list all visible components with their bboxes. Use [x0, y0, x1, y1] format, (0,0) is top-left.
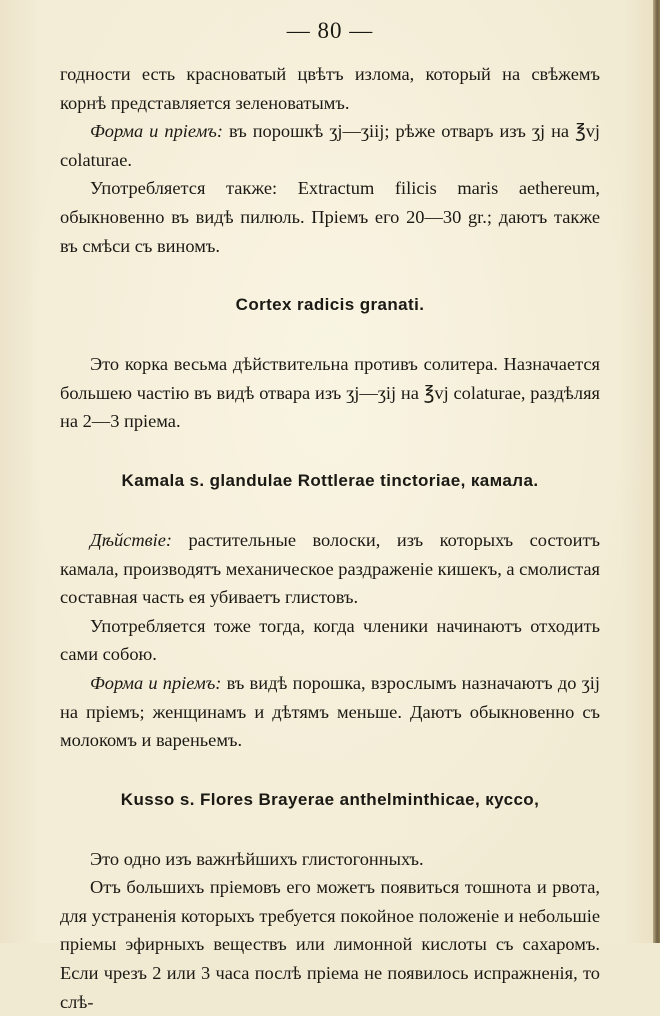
paragraph-action — [60, 526, 600, 612]
paragraph-usage-kamala: Употребляется тоже тогда, когда членики начинаютъ отходить сами собою. — [60, 615, 600, 665]
section-heading-kamala: Kamala s. glandulae Rottlerae tinctoriae, камала. — [121, 470, 539, 490]
action-text: растительные волоски, изъ которыхъ состоитъ камала, производятъ механическое раздраженіе кишекъ, а смолистая составная часть ея убиваетъ глистовъ. — [60, 529, 600, 608]
action-label: Дѣйствіе: — [90, 529, 172, 550]
paragraph-form-dose-kamala — [60, 669, 600, 755]
section-heading-kusso: Kusso s. Flores Brayerae anthelminthicae, куссо, — [120, 789, 540, 809]
paragraph-continuation: годности есть красноватый цвѣтъ излома, который на свѣжемъ корнѣ представляется зеленоватымъ. — [60, 64, 600, 113]
paragraph-kusso-effects: Отъ большихъ пріемовъ его можетъ появиться тошнота и рвота, для устраненія которыхъ требуется покойное положеніе и небольшіе пріемы эфирныхъ веществъ или лимонной кислоты съ сахаромъ. Если чрезъ 2 или 3 часа послѣ пріема не появилось испражненія, то слѣ- — [60, 877, 600, 1012]
form-dose-text: въ порошкѣ ʒj—ʒiij; рѣже отваръ изъ ʒj на ℥vj colaturae. — [60, 121, 600, 170]
form-dose-kamala-text: въ видѣ порошка, взрослымъ назначаютъ до ʒij на пріемъ; женщинамъ и дѣтямъ меньше. Даютъ обыкновенно съ молокомъ и вареньемъ. — [60, 672, 600, 751]
paragraph-usage: Употребляется также: Extractum filicis maris aethereum, обыкновенно въ видѣ пилюль. Пріемъ его 20—30 gr.; даютъ также въ смѣси съ виномъ. — [60, 178, 600, 256]
page-body — [60, 60, 600, 1016]
paragraph-cortex: Это корка весьма дѣйствительна противъ солитера. Назначается большею частію въ видѣ отвара изъ ʒj—ʒij на ℥vj colaturae, раздѣляя на 2—3 пріема. — [60, 354, 600, 432]
section-heading-cortex: Cortex radicis granati. — [235, 295, 425, 315]
page-edge-shadow — [653, 0, 660, 943]
paragraph-form-dose — [60, 117, 600, 174]
paragraph-kusso-intro: Это одно изъ важнѣйшихъ глистогонныхъ. — [90, 848, 424, 869]
form-dose-kamala-label: Форма и пріемъ: — [90, 672, 222, 693]
page-number: — 80 — — [286, 18, 374, 43]
form-dose-label: Форма и пріемъ: — [90, 121, 223, 142]
